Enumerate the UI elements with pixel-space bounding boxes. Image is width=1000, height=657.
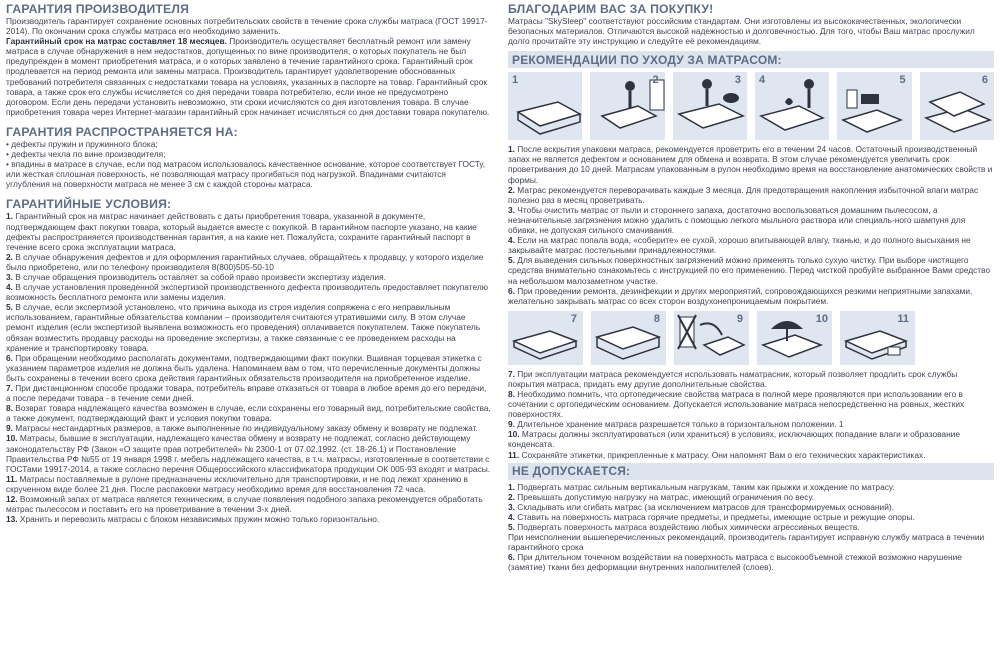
care-illustration: 6 — [920, 72, 994, 140]
condition-item: 13. Хранить и перевозить матрасы с блоком независимых пружин можно только горизонтально. — [6, 514, 380, 525]
care-illustration: 11 — [840, 311, 915, 365]
forbid-title-band — [508, 463, 994, 480]
care-item: 5. Для выведения сильных поверхностных загрязнений можно применять только сухую чистку. При выборе чистящего средства внимательно ознакомьтесь с инструкцией по его применению. Перед чисткой пробуйте выбранное Вами средство на небольшом малозаметном участке. — [508, 255, 991, 286]
thanks-title: БЛАГОДАРИМ ВАС ЗА ПОКУПКУ! — [508, 2, 714, 16]
coverage-item: • дефекты пружин и пружинного блока; — [6, 138, 158, 149]
care-illustration: 9 — [674, 311, 749, 365]
care-illustration: 7 — [508, 311, 583, 365]
coverage-list — [6, 139, 492, 189]
condition-item: 10. Матрасы, бывшие в эксплуатации, надлежащего качества обмену и возврату не подлежат, согласно действующему законодательству РФ (Закон «О защите прав потребителей» № 2300-1 от 07.02.1992. (ст. 18-26.1) и Постановление Правительства РФ №55 от 19 января 1998 г. мебель надлежащего качества, в т.ч. матрасы, изготовленные в соответствии с ГОСТами 19917-2014, а также согласно перечня Общероссийского классификатора продукции ОК 005-93 входят и матрасы. — [6, 433, 491, 474]
condition-item: 12. Возможный запах от матраса является техническим, в случае появления подобного запаха рекомендуется обработать матрас пылесосом и поставить его на проветривание в течении 3-х дней. — [6, 494, 483, 515]
condition-item: 7. При дистанционном способе продажи товара, потребитель вправе отказаться от товара в любое время до его передачи, а после передачи товара - в течение семи дней. — [6, 383, 487, 404]
condition-item: 9. Матрасы нестандартных размеров, а также выполненные по индивидуальному заказу обмену и возврату не подлежат. — [6, 423, 478, 434]
mattress-airing-icon — [508, 72, 587, 140]
warranty-term-bold: Гарантийный срок на матрас составляет 18 месяцев. — [6, 36, 227, 47]
care-item: 11. Сохраняйте этикетки, прикрепленные к матрасу. Они напомнят Вам о его технических характеристиках. — [508, 449, 926, 460]
forbid-list — [508, 482, 994, 573]
section-title-warranty: ГАРАНТИЯ ПРОИЗВОДИТЕЛЯ — [6, 2, 190, 16]
care-illustration: 5 — [837, 72, 911, 140]
care-item: 2. Матрас рекомендуется переворачивать каждые 3 месяца. Для предотвращения накопления избыточной влаги матрас полезно раз в месяц проветривать. — [508, 184, 979, 205]
care-title-band — [508, 51, 994, 68]
coverage-item: • дефекты чехла по вине производителя; — [6, 149, 166, 160]
forbid-item: 6. При длительном точечном воздействии на поверхность матраса с высокообъемной стежкой возможно нарушение (замятие) ткани без деформации внутренних наполнителей (слоев). — [508, 552, 962, 573]
condition-item: 3. В случае обращения производитель оставляет за собой право произвести экспертизу изделия. — [6, 271, 386, 282]
mattress-water-icon — [755, 72, 834, 140]
care-illustration: 10 — [757, 311, 832, 365]
section-title-conditions: ГАРАНТИЙНЫЕ УСЛОВИЯ: — [6, 197, 172, 212]
care-list-2 — [508, 369, 994, 460]
forbid-note: При неисполнении вышеперечисленных рекомендаций, производитель гарантирует исправную службу матраса в течении гарантийного срока — [508, 532, 985, 553]
forbid-item: 1. Подвергать матрас сильным вертикальным нагрузкам, таким как прыжки и хождение по матрасу. — [508, 481, 895, 492]
care-illustrations-row-1 — [508, 72, 994, 140]
condition-item: 2. В случае обнаружения дефектов и для оформления гарантийных случаев, обращайтесь к продавцу, у которого изделие было приобретено, или по телефону производителя 8(800)505-50-10 — [6, 251, 484, 272]
left-column — [6, 0, 492, 524]
forbid-title: НЕ ДОПУСКАЕТСЯ: — [512, 464, 631, 479]
thanks-paragraph: Матрасы "SkySleep" соответствуют российским стандартам. Они изготовлены из высококачественных, экологически безопасных материалов. Отличаются высокой надежностью и долговечностью. Для того, чтобы Ваш матрас прослужил долго прочитайте эту инструкцию и следуйте её рекомендациям. — [508, 16, 975, 47]
condition-item: 6. При обращении необходимо располагать документами, подтверждающими факт покупки. Вшивная торцевая этикетка с указанием параметров изделия не должна быть удалена. Напоминаем вам о том, что перечисленные документы должны быть сохранены в течении всего срока действия гарантийных обязательств производителя на приобретенное изделие. — [6, 352, 482, 383]
care-item: 6. При проведении ремонта, дезинфекции и других мероприятий, сопровождающихся резкими неприятными запахами, желательно закрывать матрас со всех сторон воздухонепроницаемым покрытием. — [508, 285, 973, 306]
care-item: 9. Длительное хранение матраса разрешается только в горизонтальном положении. 1 — [508, 419, 844, 430]
forbid-item: 4. Ставить на поверхность матраса горячие предметы, и предметы, имеющие острые и режущие опоры. — [508, 511, 915, 522]
right-column — [508, 0, 994, 572]
conditions-list — [6, 211, 492, 524]
condition-item: 1. Гарантийный срок на матрас начинает действовать с даты приобретения товара, указанной в документе, подтверждающем факт покупки товара, который выдается вместе с покупкой. В гарантийном паспорте указано, на какие дефекты распространяется производственная гарантия, а на какие нет. Пожалуйста, сохраните гарантийный паспорт в течение всего срока эксплуатации матраса. — [6, 211, 477, 252]
condition-item: 8. Возврат товара надлежащего качества возможен в случае, если сохранены его товарный вид, потребительские свойства, а также документ, подтверждающий факт и условия покупки товара. — [6, 403, 491, 424]
forbid-item: 3. Складывать или сгибать матрас (за исключением матрасов для трансформируемых оснований). — [508, 501, 894, 512]
coverage-item: • впадины в матрасе в случае, если под матрасом использовалось качественное основание, которое соответствует ГОСТу, или жесткая сплошная поверхность, не позволяющая матрасу прогибаться под нагрузкой. Впадинами считаются углубления на поверхности матраса не менее 3 см с каждой стороны матраса. — [6, 159, 486, 190]
warranty-term-text: Производитель осуществляет бесплатный ремонт или замену матраса в случае обнаружения в нем недостатков, допущенных по вине производителя, о которых покупатель не был предупрежден в момент приобретения матраса, и о которых заявлено в течение гарантийного срока. Гарантийный срок продлевается на период ремонта или замены матраса. Производитель гарантирует удовлетворение обоснованных требований потребителя связанных с недостатками товара на условиях, указанных в паспорте на товар. Гарантийный срок товара, а также срок его службы исчисляется со дня передачи товара потребителю, если иное не предусмотрено договором. Если день передачи установить невозможно, эти сроки исчисляются со дня изготовления товара. В случае приобретения товара через Интернет-магазин гарантийный срок начинает исчисляться со дня доставки товара покупателю. — [6, 36, 490, 117]
care-illustration: 8 — [591, 311, 666, 365]
condition-item: 5. В случае, если экспертизой установлено, что причина выхода из строя изделия сопряжена с его неправильным использованием, гарантийные обязательства компании – производителя считаются утратившими силу. В этом случае ремонт изделия (если экспертизой выявлена возможность его проведения) оплачивается покупателем. Также покупатель обязан возместить продавцу расходы на проведение экспертизы, а также связанные с ее проведением расходы на хранение и транспортировку товара. — [6, 302, 481, 353]
warranty-paragraph-2 — [6, 36, 492, 117]
care-title: РЕКОМЕНДАЦИИ ПО УХОДУ ЗА МАТРАСОМ: — [512, 52, 782, 67]
care-item: 10. Матрасы должны эксплуатироваться (или храниться) в условиях, исключающих попадание влаги и образование конденсата. — [508, 429, 960, 450]
care-item: 8. Необходимо помнить, что ортопедические свойства матраса в полной мере проявляются при использовании его в сочетании с ортопедическим основанием. Допускается использование матраса непосредственно на ровных, жестких поверхностях. — [508, 388, 965, 420]
condition-item: 4. В случае установления проведенной экспертизой производственного дефекта производитель предоставляет покупателю возможность бесплатного ремонта или замены изделия. — [6, 282, 488, 303]
care-illustrations-row-2 — [508, 311, 994, 365]
care-item: 4. Если на матрас попала вода, «соберите» ее сухой, хорошо впитывающей влагу, тканью, и до полного высыхания не закрывайте матрас постельными принадлежностями. — [508, 235, 971, 256]
care-list — [508, 144, 994, 306]
care-illustration: 3 — [673, 72, 747, 140]
condition-item: 11. Матрасы поставляемые в рулоне предназначены исключительно для транспортировки, и не под лежат хранению в скрученном виде более 21 дня. После распаковки матрасу необходимо время для восстановления 72 часа. — [6, 473, 468, 494]
warranty-paragraph-1: Производитель гарантирует сохранение основных потребительских свойств в течение срока службы матраса (ГОСТ 19917-2014). По окончании срока службы матраса его необходимо заменить. — [6, 16, 488, 37]
care-illustration: 1 — [508, 72, 582, 140]
care-item: 3. Чтобы очистить матрас от пыли и стороннего запаха, достаточно воспользоваться домашним пылесосом, а незначительные загрязнения можно удалить с помощью легкого мыльного раствора или специаль-ного шампуня для обивки, не допуская сильного смачивания. — [508, 204, 966, 236]
care-item: 7. При эксплуатации матраса рекомендуется использовать наматрасник, который позволяет продлить срок службы покрытия матраса, придать ему другие дополнительные свойства. — [508, 368, 958, 389]
forbid-item: 2. Превышать допустимую нагрузку на матрас, имеющий ограничения по весу. — [508, 491, 815, 502]
care-illustration: 4 — [755, 72, 829, 140]
care-illustration: 2 — [590, 72, 664, 140]
care-item: 1. После вскрытия упаковки матраса, рекомендуется проветрить его в течении 24 часов. Остаточный производственный запах не является дефектом и основанием для обмена и возврата. В этом случае рекомендуется увеличить срок проветривания до 10 дней. Матрасам упакованным в рулон необходимо время на восстановление анатомических свойств и формы. — [508, 144, 993, 185]
forbid-item: 5. Подвергать поверхность матраса воздействию любых химически агрессивных веществ. — [508, 522, 860, 532]
section-title-coverage: ГАРАНТИЯ РАСПРОСТРАНЯЕТСЯ НА: — [6, 124, 238, 139]
